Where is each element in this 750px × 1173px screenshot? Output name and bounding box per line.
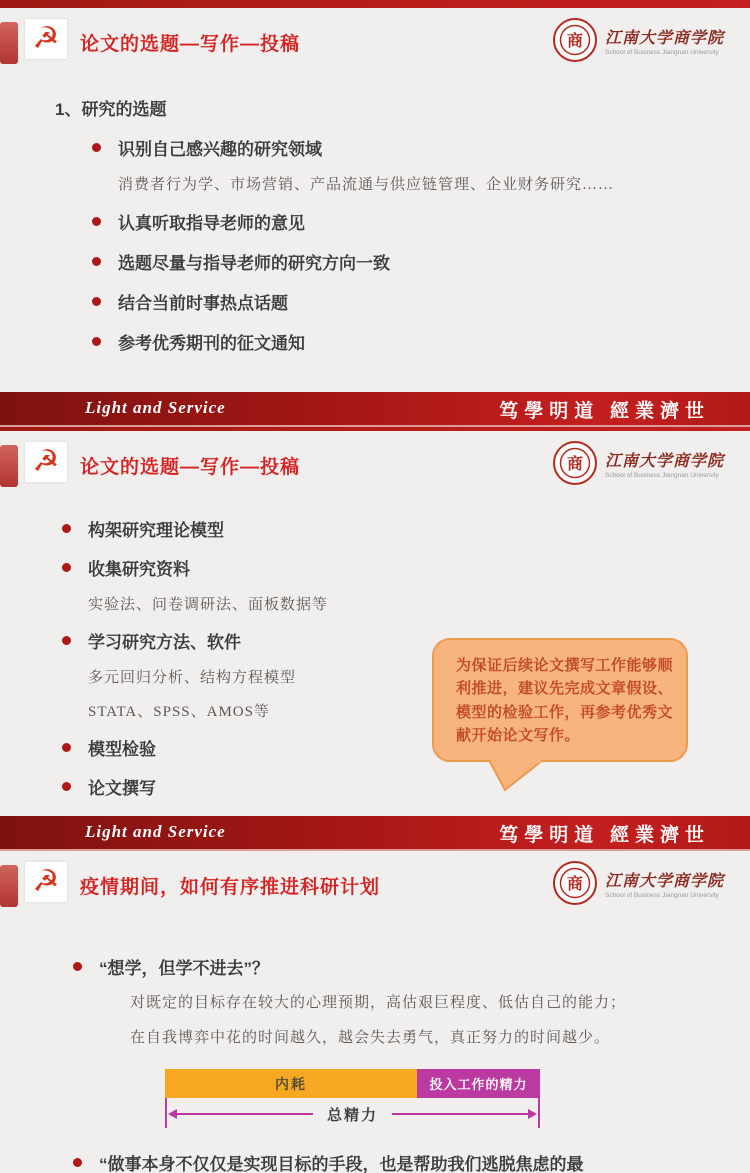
party-emblem-box [25,19,67,59]
list-item [92,289,750,314]
school-name-cn: 江南大学商学院 [604,872,724,890]
list-item-label: 结合当前时事热点话题 [118,294,288,313]
school-seal-icon [552,17,598,63]
internal-friction-bar: 内耗 [165,1069,417,1098]
list-subitem: STATA、SPSS、AMOS等 [88,704,270,720]
list-item-label: “做事本身不仅仅是实现目标的手段，也是帮助我们逃脱焦虑的最 [99,1155,584,1173]
slide-title: 论文的选题—写作—投稿 [80,34,301,55]
school-seal-icon [552,440,598,486]
bullet-list [0,954,750,1049]
right-tick [538,1098,540,1128]
party-emblem-box [25,442,67,482]
list-item-label: 选题尽量与指导老师的研究方向一致 [118,254,390,273]
list-item [73,1150,750,1173]
hammer-sickle-icon: ☭ [32,865,60,898]
footer-bar [0,392,750,427]
list-subitem: 在自我博弈中花的时间越久，越会失去勇气，真正努力的时间越少。 [130,1030,611,1046]
footer-bar [0,816,750,851]
slide-title: 论文的选题—写作—投稿 [80,457,301,478]
school-seal-icon [552,860,598,906]
bullet-dot-icon [62,743,71,752]
school-logo [552,17,724,63]
left-accent-bar [0,22,18,64]
bullet-dot-icon [62,782,71,791]
school-logo [552,860,724,906]
bullet-dot-icon [92,337,101,346]
bullet-dot-icon [62,524,71,533]
list-item-label: 参考优秀期刊的征文通知 [118,334,305,353]
list-item [92,249,750,274]
footer-motto-en: Light and Service [85,398,226,417]
slide-title: 疫情期间，如何有序推进科研计划 [80,877,381,898]
footer-motto-cn: 笃學明道 經業濟世 [499,401,710,422]
left-accent-bar [0,865,18,907]
hammer-sickle-icon: ☭ [32,22,60,55]
energy-diagram [165,1069,540,1130]
school-name-en: School of Business Jiangnan University [604,471,719,479]
school-logo [552,440,724,486]
left-tick [165,1098,167,1128]
footer-motto-cn: 笃學明道 經業濟世 [499,825,710,846]
bullet-dot-icon [92,143,101,152]
top-red-strip [0,427,750,431]
svg-text:商: 商 [566,33,583,50]
list-item-label: 论文撰写 [88,779,156,798]
svg-text:商: 商 [566,876,583,893]
slide-header [0,862,750,910]
left-accent-bar [0,445,18,487]
party-emblem-box [25,862,67,902]
bullet-dot-icon [62,563,71,572]
list-item-label: “想学，但学不进去”？ [99,959,269,978]
list-item [92,135,750,160]
arrowhead-right-icon [528,1109,537,1119]
slide-3 [0,851,750,1173]
callout-bubble: 为保证后续论文撰写工作能够顺利推进，建议先完成文章假设、模型的检验工作，再参考优秀文献开始论文写作。 [432,638,688,762]
bullet-dot-icon [73,1158,82,1167]
list-item-label: 模型检验 [88,740,156,759]
svg-text:商: 商 [566,456,583,473]
list-subitem: 多元回归分析、结构方程模型 [88,670,297,686]
school-logo-text [605,868,724,899]
arrowhead-left-icon [168,1109,177,1119]
list-subitem: 实验法、问卷调研法、面板数据等 [88,597,329,613]
list-item-label: 学习研究方法、软件 [88,633,241,652]
energy-bars [165,1069,540,1098]
slide-2 [0,427,750,851]
list-item [62,555,750,580]
slide-header [0,19,750,67]
work-energy-bar: 投入工作的精力 [417,1069,540,1098]
list-item [62,516,750,541]
bullet-dot-icon [92,297,101,306]
school-name-en: School of Business Jiangnan University [604,891,719,899]
school-logo-text [605,25,724,56]
bullet-dot-icon [92,217,101,226]
top-red-strip [0,0,750,8]
school-name-en: School of Business Jiangnan University [604,48,719,56]
hammer-sickle-icon: ☭ [32,445,60,478]
list-subitem: 消费者行为学、市场营销、产品流通与供应链管理、企业财务研究…… [118,177,615,193]
school-logo-text [605,448,724,479]
school-name-cn: 江南大学商学院 [604,452,724,470]
list-item [73,954,750,979]
list-item [92,329,750,354]
list-item [92,209,750,234]
list-item [62,774,750,799]
list-item-label: 收集研究资料 [88,560,190,579]
bullet-dot-icon [62,636,71,645]
list-item-label: 构架研究理论模型 [88,521,224,540]
bullet-dot-icon [73,962,82,971]
list-item-label: 识别自己感兴趣的研究领域 [118,140,322,159]
total-energy-label: 总精力 [327,1106,379,1124]
footer-motto-en: Light and Service [85,822,226,841]
bullet-list [0,135,750,354]
callout-bubble-tail [487,760,547,792]
section-heading: 1、研究的选题 [55,100,167,119]
slide-header [0,442,750,490]
total-energy-row [165,1098,540,1130]
list-item-label: 认真听取指导老师的意见 [118,214,305,233]
school-name-cn: 江南大学商学院 [604,29,724,47]
bullet-dot-icon [92,257,101,266]
list-subitem: 对既定的目标存在较大的心理预期，高估艰巨程度、低估自己的能力； [130,995,627,1011]
arrow-line [177,1113,313,1115]
arrow-line [392,1113,528,1115]
slide-1 [0,0,750,427]
